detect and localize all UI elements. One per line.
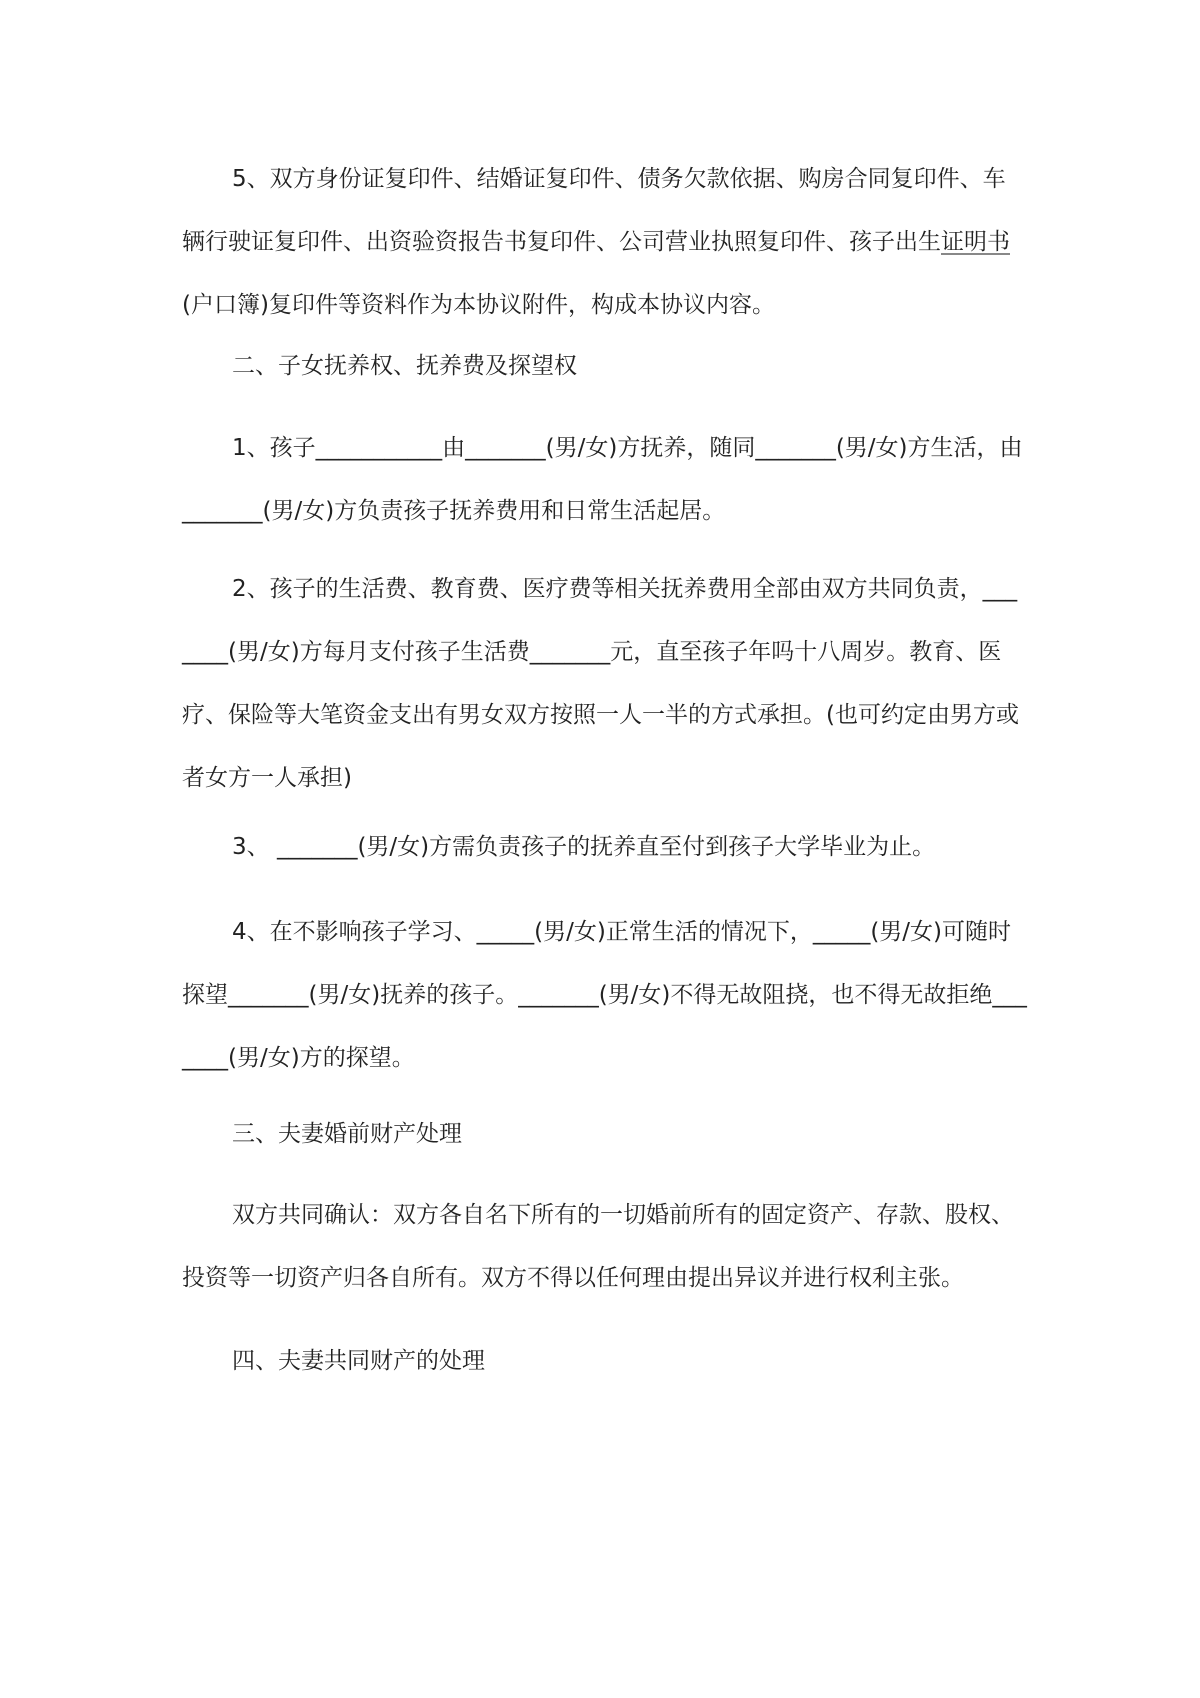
section-heading-custody: 二、子女抚养权、抚养费及探望权 [232,353,577,379]
attachments-text: 5、双方身份证复印件、结婚证复印件、债务欠款依据、购房合同复印件、车辆行驶证复印件、出资验资报告书复印件、公司营业执照复印件、孩子出生 [182,166,1006,255]
paragraph-custody-item-4: 4、在不影响孩子学习、_____(男/女)正常生活的情况下，_____(男/女)可随时探望_______(男/女)抚养的孩子。_______(男/女)不得无故阻挠，也不得无故拒绝_______(男/女)方的探望。 [182,919,1027,1071]
paragraph-attachments [182,148,1028,337]
section-heading-joint-property: 四、夫妻共同财产的处理 [232,1348,485,1374]
certificate-link[interactable]: 证明书 [941,229,1010,255]
section-heading-premarital-property: 三、夫妻婚前财产处理 [232,1121,462,1147]
paragraph-custody-item-3: 3、 _______(男/女)方需负责孩子的抚养直至付到孩子大学毕业为止。 [232,834,936,860]
paragraph-property-confirmation: 双方共同确认：双方各自名下所有的一切婚前所有的固定资产、存款、股权、投资等一切资产归各自所有。双方不得以任何理由提出异议并进行权利主张。 [182,1202,1014,1291]
paragraph-custody-item-2: 2、孩子的生活费、教育费、医疗费等相关抚养费用全部由双方共同负责，_______(男/女)方每月支付孩子生活费_______元，直至孩子年吗十八周岁。教育、医疗、保险等大笔资金支出有男女双方按照一人一半的方式承担。(也可约定由男方或者女方一人承担) [182,576,1019,791]
paragraph-custody-item-1: 1、孩子___________由_______(男/女)方抚养，随同_______(男/女)方生活，由_______(男/女)方负责孩子抚养费用和日常生活起居。 [182,435,1023,524]
attachments-text-end: (户口簿)复印件等资料作为本协议附件，构成本协议内容。 [182,292,775,318]
